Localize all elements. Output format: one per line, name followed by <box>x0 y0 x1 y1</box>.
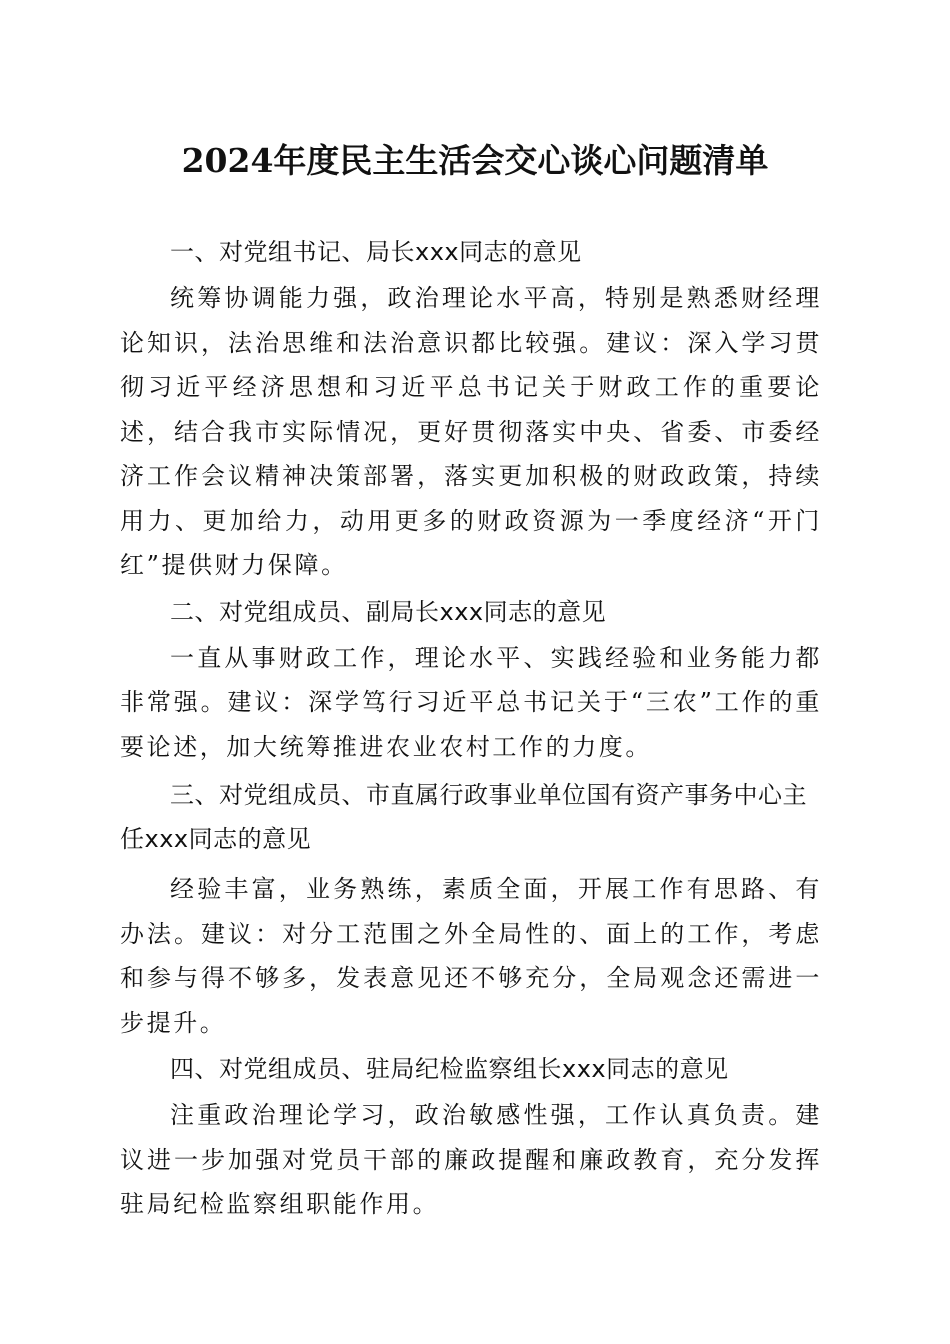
section-heading: 三、对党组成员、市直属行政事业单位国有资产事务中心主任xxx同志的意见 <box>120 781 807 853</box>
document-title: 2024年度民主生活会交心谈心问题清单 <box>181 141 769 180</box>
section-heading: 四、对党组成员、驻局纪检监察组长xxx同志的意见 <box>170 1055 729 1083</box>
section-paragraph: 一直从事财政工作，理论水平、实践经验和业务能力都非常强。建议：深学笃行习近平总书记关于“三农”工作的重要论述，加大统筹推进农业农村工作的力度。 <box>120 643 822 761</box>
section-paragraph: 统筹协调能力强，政治理论水平高，特别是熟悉财经理论知识，法治思维和法治意识都比较强。建议：深入学习贯彻习近平经济思想和习近平总书记关于财政工作的重要论述，结合我市实际情况，更好贯彻落实中央、省委、市委经济工作会议精神决策部署，落实更加积极的财政政策，持续用力、更加给力，动用更多的财政资源为一季度经济“开门红”提供财力保障。 <box>120 284 822 579</box>
section-paragraph: 经验丰富，业务熟练，素质全面，开展工作有思路、有办法。建议：对分工范围之外全局性的、面上的工作，考虑和参与得不够多，发表意见还不够充分，全局观念还需进一步提升。 <box>120 875 822 1037</box>
section-heading: 一、对党组书记、局长xxx同志的意见 <box>170 238 582 266</box>
section-paragraph: 注重政治理论学习，政治敏感性强，工作认真负责。建议进一步加强对党员干部的廉政提醒和廉政教育，充分发挥驻局纪检监察组职能作用。 <box>120 1101 822 1218</box>
document-body <box>120 230 822 1227</box>
section-heading: 二、对党组成员、副局长xxx同志的意见 <box>170 597 607 626</box>
